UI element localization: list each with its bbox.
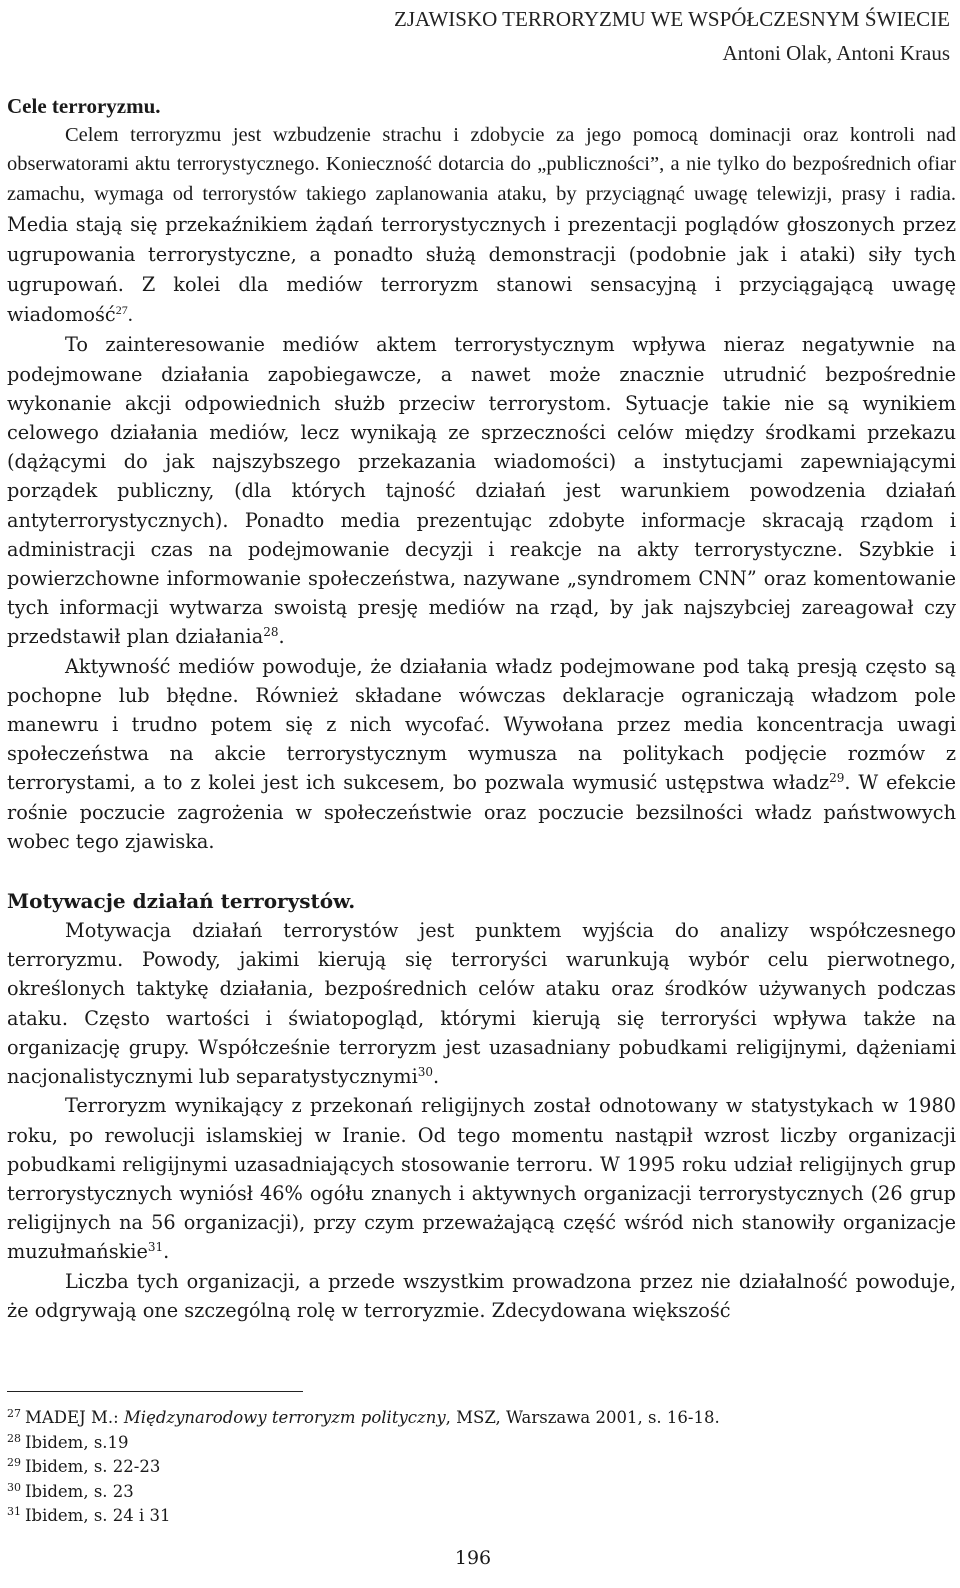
running-header (394, 2, 950, 70)
section-heading-motivations: Motywacje działań terrorystów. (7, 889, 356, 914)
footnote-ref[interactable]: 31 (147, 1240, 164, 1255)
paragraph-end: . (433, 1065, 440, 1089)
footnote-text: Ibidem, s. 24 i 31 (25, 1506, 171, 1526)
paragraph-text: Media stają się przekaźnikiem żądań terrorystycznych i prezentacji poglądów głoszonych przez ugrupowania terrorystyczne, a ponadto służą demonstracji (podobnie jak i ataki) siły tych ugrupowań. Z kolei dla mediów terroryzm stanowi sensacyjną i przyciągającą uwagę wiadomość (7, 212, 956, 327)
paragraph (7, 330, 956, 651)
footnote-number: 27 (7, 1407, 21, 1420)
paragraph-text: Terroryzm wynikający z przekonań religijnych został odnotowany w statystykach w 1980 roku, po rewolucji islamskiej w Iranie. Od tego momentu nastąpił wzrost liczby organizacji pobudkami religijnymi uzasadniających stosowanie terroru. W 1995 roku udział religijnych grup terrorystycznych wyniósł 46% ogółu znanych i aktywnych organizacji terrorystycznych (26 grup religijnych na 56 organizacji), przy czym przeważającą część wśród nich stanowiły organizacje muzułmańskie (7, 1094, 956, 1264)
footnotes (7, 1406, 720, 1529)
footnote-text: Ibidem, s. 23 (25, 1481, 134, 1501)
footnote (7, 1504, 720, 1529)
footnote-ref[interactable]: 29 (829, 771, 845, 786)
footnote-separator (7, 1391, 303, 1392)
footnote (7, 1406, 720, 1431)
paragraph (7, 121, 956, 330)
page-number: 196 (454, 1547, 492, 1569)
paragraph-end: . (278, 625, 285, 649)
footnote-number: 29 (7, 1456, 21, 1470)
header-title: ZJAWISKO TERRORYZMU WE WSPÓŁCZESNYM ŚWIECIE (394, 7, 950, 31)
footnote (7, 1455, 720, 1480)
paragraph (7, 1267, 956, 1325)
footnote-number: 31 (7, 1505, 21, 1519)
paragraph-text: Motywacja działań terrorystów jest punktem wyjścia do analizy współczesnego terroryzmu. Powody, jakimi kierują się terroryści warunkują wybór celu pierwotnego, określonych taktykę działania, bezpośrednich celów ataku oraz środków używanych podczas ataku. Często wartości i światopogląd, którymi kierują się terroryści wpływa także na organizację grupy. Współcześnie terroryzm jest uzasadniany pobudkami religijnymi, dążeniami nacjonalistycznymi lub separatystycznymi (7, 919, 956, 1089)
paragraph (7, 1091, 956, 1266)
footnote-ref[interactable]: 30 (417, 1065, 434, 1080)
footnote-text: Ibidem, s. 22-23 (25, 1457, 161, 1477)
paragraph-text: Aktywność mediów powoduje, że działania władz podejmowane pod taką presją często są pochopne lub błędne. Również składane wówczas deklaracje ograniczają władzom pole manewru i trudno potem się z nich wycofać. Wywołana przez media koncentracja uwagi społeczeństwa na akcie terrorystycznym wymusza na politykach podjęcie rozmów z terrorystami, a to z kolei jest ich sukcesem, bo pozwala wymusić ustępstwa władz (7, 654, 956, 795)
paragraph-end: . (127, 304, 133, 327)
footnote (7, 1431, 720, 1456)
paragraph-text: Celem terroryzmu jest wzbudzenie strachu i zdobycie za jego pomocą dominacji oraz kontroli nad obserwatorami aktu terrorystycznego. Konieczność dotarcia do „publiczności”, a nie tylko do bezpośrednich ofiar zamachu, wymaga od terrorystów takiego zaplanowania ataku, by przyciągnąć uwagę telewizji, prasy i radia. (7, 124, 956, 206)
footnote (7, 1480, 720, 1505)
header-authors: Antoni Olak, Antoni Kraus (722, 41, 950, 65)
footnote-text: , MSZ, Warszawa 2001, s. 16-18. (445, 1408, 720, 1427)
footnote-ref[interactable]: 27 (115, 303, 128, 318)
paragraph-end: . W efekcie rośnie poczucie zagrożenia w społeczeństwie oraz poczucie bezsilności władz państwowych wobec tego zjawiska. (7, 771, 956, 853)
footnote-number: 28 (7, 1431, 21, 1445)
footnote-number: 30 (7, 1480, 21, 1494)
footnote-text: Ibidem, s.19 (25, 1432, 129, 1452)
footnote-title: Międzynarodowy terroryzm polityczny (123, 1408, 446, 1427)
paragraph-end: . (163, 1240, 170, 1264)
footnote-text: MADEJ M.: (25, 1408, 124, 1427)
page-body (7, 92, 956, 1325)
footnote-ref[interactable]: 28 (263, 625, 279, 640)
paragraph-text: To zainteresowanie mediów aktem terrorystycznym wpływa nieraz negatywnie na podejmowane działania zapobiegawcze, a nawet może znacznie utrudnić bezpośrednie wykonanie akcji odpowiednich służb przeciw terrorystom. Sytuacje takie nie są wynikiem celowego działania mediów, lecz wynikają ze sprzeczności celów między środkami przekazu (dążącymi do jak najszybszego przekazania wiadomości) a instytucjami zapewniającymi porządek publiczny, (dla których tajność działań jest warunkiem powodzenia działań antyterrorystycznych). Ponadto media prezentując zdobyte informacje skracają rządom i administracji czas na podejmowanie decyzji i reakcje na akty terrorystyczne. Szybkie i powierzchowne informowanie społeczeństwa, nazywane „syndromem CNN” oraz komentowanie tych informacji wytwarza swoistą presję mediów na rząd, by jak najszybciej zareagował czy przedstawił plan działania (7, 333, 956, 649)
paragraph (7, 652, 956, 856)
paragraph (7, 916, 956, 1091)
section-heading-goals: Cele terroryzmu. (7, 94, 161, 118)
paragraph-text: Liczba tych organizacji, a przede wszystkim prowadzona przez nie działalność powoduje, że odgrywają one szczególną rolę w terroryzmie. Zdecydowana większość (7, 1269, 956, 1322)
